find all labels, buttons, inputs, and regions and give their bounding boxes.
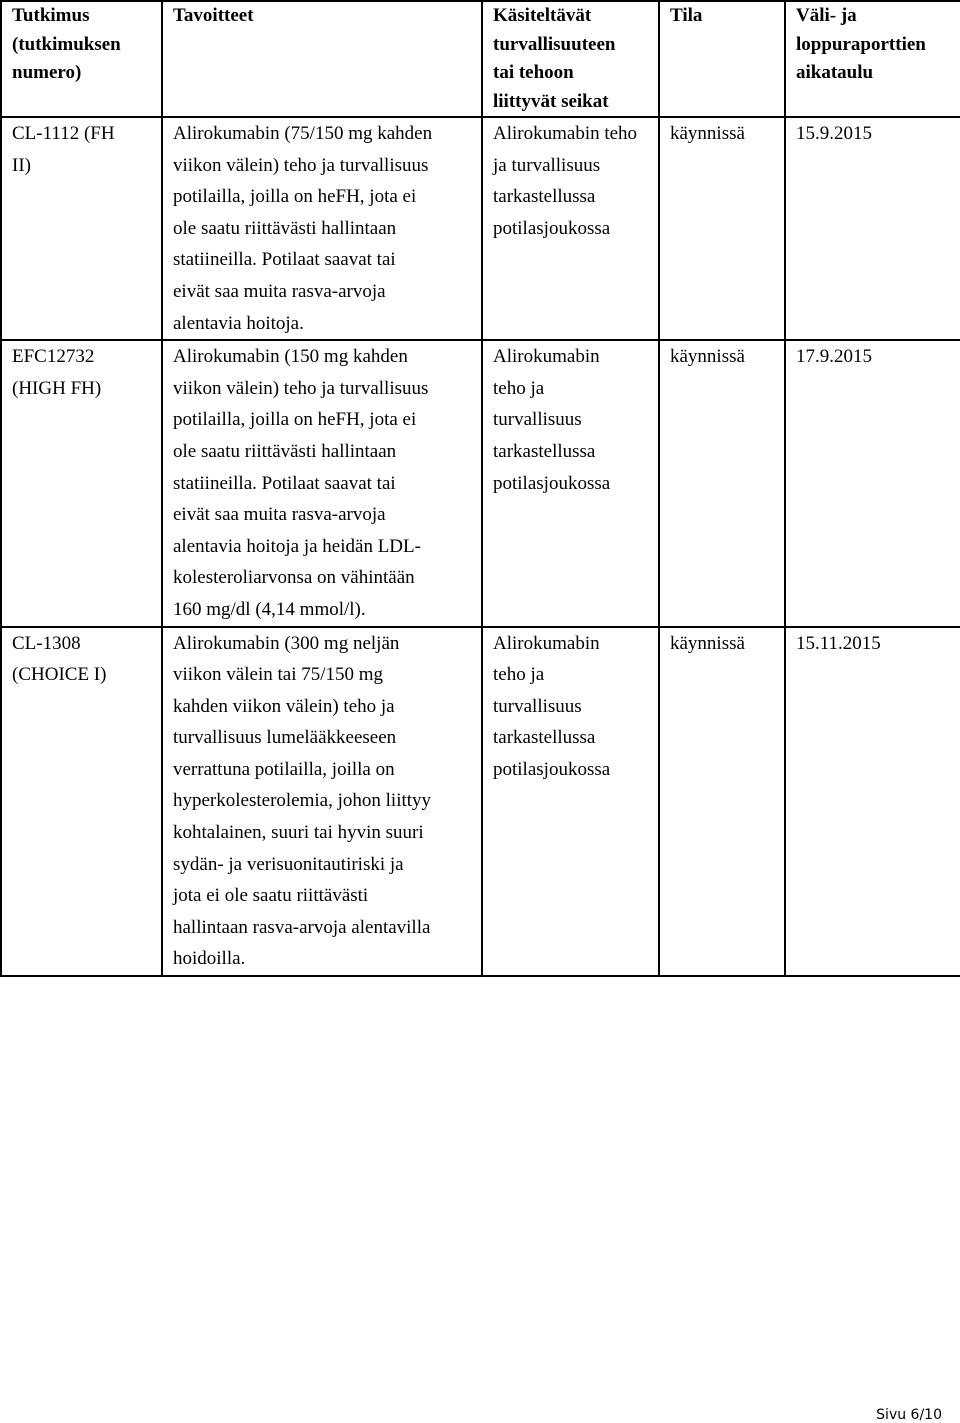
cell-study-id: CL-1112 (FH II) bbox=[1, 117, 162, 340]
header-study-id: Tutkimus (tutkimuksen numero) bbox=[1, 1, 162, 117]
cell-safety-issues: Alirokumabin teho ja turvallisuus tarkastellussa potilasjoukossa bbox=[482, 117, 659, 340]
table-header-row bbox=[1, 1, 960, 117]
cell-status: käynnissä bbox=[659, 627, 785, 977]
table-row bbox=[1, 627, 960, 977]
cell-goals: Alirokumabin (150 mg kahden viikon välein) teho ja turvallisuus potilailla, joilla on heFH, jota ei ole saatu riittävästi hallintaan statiineilla. Potilaat saavat tai eivät saa muita rasva-arvoja alentavia hoitoja ja heidän LDL- kolesteroliarvonsa on vähintään 160 mg/dl (4,14 mmol/l). bbox=[162, 340, 482, 626]
header-goals: Tavoitteet bbox=[162, 1, 482, 117]
cell-report-schedule: 15.11.2015 bbox=[785, 627, 960, 977]
cell-report-schedule: 17.9.2015 bbox=[785, 340, 960, 626]
cell-goals: Alirokumabin (300 mg neljän viikon välein tai 75/150 mg kahden viikon välein) teho ja turvallisuus lumelääkkeeseen verrattuna potilailla, joilla on hyperkolesterolemia, johon liittyy kohtalainen, suuri tai hyvin suuri sydän- ja verisuonitautiriski ja jota ei ole saatu riittävästi hallintaan rasva-arvoja alentavilla hoidoilla. bbox=[162, 627, 482, 977]
cell-study-id: EFC12732 (HIGH FH) bbox=[1, 340, 162, 626]
header-status: Tila bbox=[659, 1, 785, 117]
table-row bbox=[1, 340, 960, 626]
cell-safety-issues: Alirokumabin teho ja turvallisuus tarkastellussa potilasjoukossa bbox=[482, 340, 659, 626]
table-row bbox=[1, 117, 960, 340]
cell-safety-issues: Alirokumabin teho ja turvallisuus tarkastellussa potilasjoukossa bbox=[482, 627, 659, 977]
cell-report-schedule: 15.9.2015 bbox=[785, 117, 960, 340]
header-report-schedule: Väli- ja loppuraporttien aikataulu bbox=[785, 1, 960, 117]
cell-status: käynnissä bbox=[659, 117, 785, 340]
cell-goals: Alirokumabin (75/150 mg kahden viikon välein) teho ja turvallisuus potilailla, joilla on heFH, jota ei ole saatu riittävästi hallintaan statiineilla. Potilaat saavat tai eivät saa muita rasva-arvoja alentavia hoitoja. bbox=[162, 117, 482, 340]
cell-study-id: CL-1308 (CHOICE I) bbox=[1, 627, 162, 977]
cell-status: käynnissä bbox=[659, 340, 785, 626]
page-number: Sivu 6/10 bbox=[876, 1407, 942, 1423]
header-safety-issues: Käsiteltävät turvallisuuteen tai tehoon liittyvät seikat bbox=[482, 1, 659, 117]
